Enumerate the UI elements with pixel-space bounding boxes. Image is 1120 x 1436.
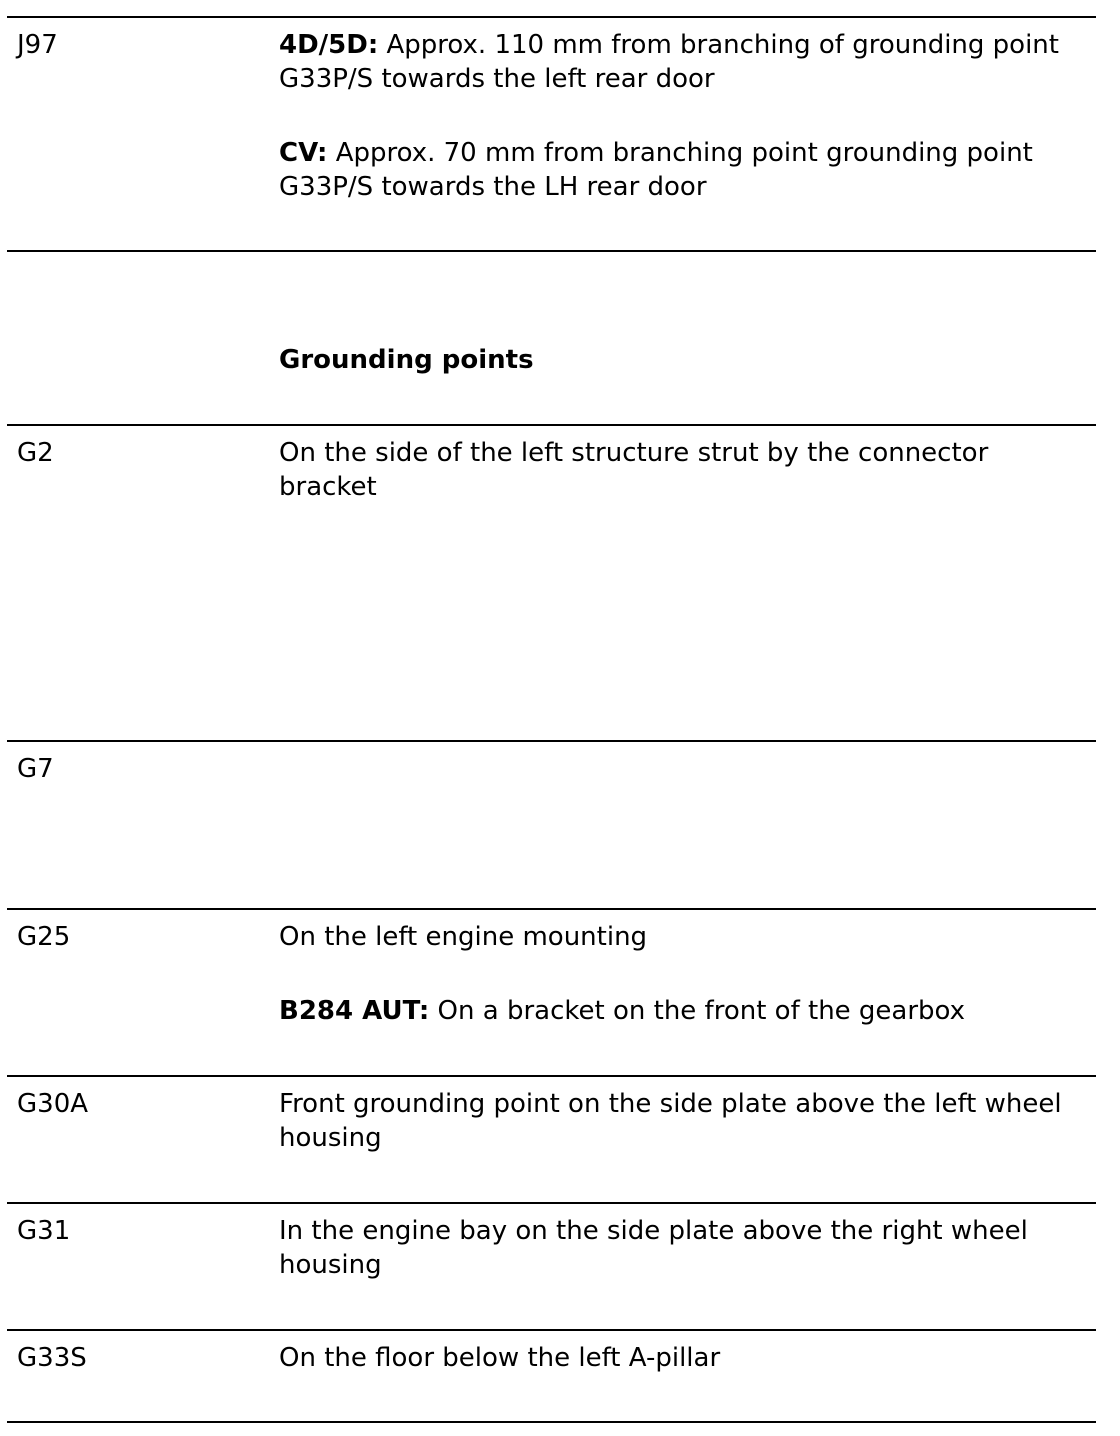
table-bottom-rule	[7, 1421, 1096, 1423]
section-divider	[7, 424, 1096, 426]
variant-text-b284-aut: On a bracket on the front of the gearbox	[429, 996, 966, 1026]
row-description-g31: In the engine bay on the side plate above the right wheel housing	[279, 1216, 1028, 1280]
row-code-g25: G25	[17, 922, 71, 952]
section-heading: Grounding points	[279, 345, 534, 375]
variant-text-4d5d: Approx. 110 mm from branching of grounding point G33P/S towards the left rear door	[279, 30, 1059, 94]
variant-label-cv: CV:	[279, 138, 328, 168]
row-description-g2: On the side of the left structure strut by the connector bracket	[279, 438, 989, 502]
g25-line-b284	[279, 994, 1094, 1028]
row-divider-g30a	[7, 1202, 1096, 1204]
row-description-g33s: On the floor below the left A-pillar	[279, 1343, 721, 1373]
row-divider-g25	[7, 1075, 1096, 1077]
row-code-g33s: G33S	[17, 1343, 87, 1373]
row-divider-j97	[7, 250, 1096, 252]
row-divider-g7	[7, 908, 1096, 910]
row-description-j97	[279, 28, 1094, 204]
row-divider-g31	[7, 1329, 1096, 1331]
j97-line-4d5d	[279, 28, 1094, 96]
row-description-g30a: Front grounding point on the side plate above the left wheel housing	[279, 1089, 1062, 1153]
row-divider-g2	[7, 740, 1096, 742]
row-code-g2: G2	[17, 438, 54, 468]
variant-label-b284-aut: B284 AUT:	[279, 996, 430, 1026]
row-code-g30a: G30A	[17, 1089, 89, 1119]
row-description-g25	[279, 920, 1094, 1028]
j97-line-cv	[279, 136, 1094, 204]
variant-label-4d5d: 4D/5D:	[279, 30, 379, 60]
row-code-g31: G31	[17, 1216, 71, 1246]
row-code-g7: G7	[17, 754, 54, 784]
variant-text-cv: Approx. 70 mm from branching point grounding point G33P/S towards the LH rear door	[279, 138, 1033, 202]
g25-line-main: On the left engine mounting	[279, 922, 648, 952]
table-top-rule	[7, 16, 1096, 18]
row-code-j97: J97	[17, 30, 58, 60]
